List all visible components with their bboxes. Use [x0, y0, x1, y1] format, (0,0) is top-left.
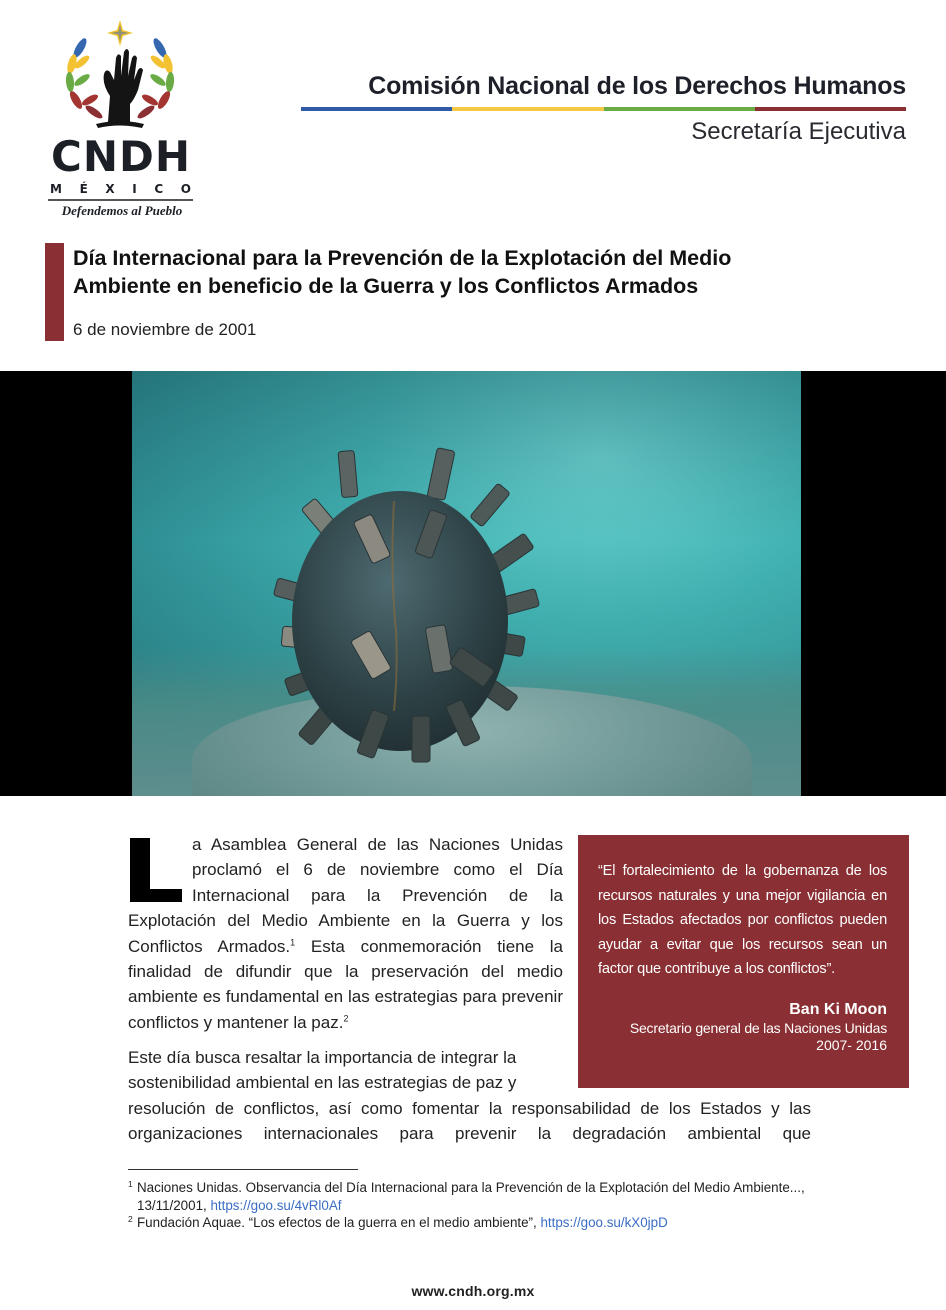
- logo-motto: Defendemos al Pueblo: [61, 203, 183, 218]
- logo-letter: C: [154, 182, 164, 196]
- footnote-divider: [128, 1169, 358, 1170]
- paragraph-line: resolución de conflictos, así como fomentar la responsabilidad de los Estados y las: [128, 1099, 811, 1118]
- title-line-2: Ambiente en beneficio de la Guerra y los Conflictos Armados: [73, 274, 699, 298]
- quote-author-role: Secretario general de las Naciones Unidas: [629, 1019, 887, 1036]
- quote-box: [578, 835, 909, 1088]
- organization-name: Comisión Nacional de los Derechos Humanos: [368, 72, 906, 100]
- dropcap-letter: [130, 838, 182, 902]
- footnote-1: [128, 1179, 818, 1214]
- logo-letter: O: [180, 182, 191, 196]
- color-bar-divider: [301, 107, 906, 111]
- footnote-text: Fundación Aquae. “Los efectos de la guerra en el medio ambiente”,: [137, 1215, 541, 1230]
- footnote-text: Naciones Unidas. Observancia del Día Internacional para la Prevención de la Explotación del Medio Ambiente..., 13/11/2001,: [137, 1180, 805, 1213]
- color-bar-blue: [301, 107, 452, 111]
- paragraph-line: organizaciones internacionales para prevenir la degradación ambiental que: [128, 1124, 811, 1144]
- logo-country: [48, 182, 193, 196]
- color-bar-green: [604, 107, 755, 111]
- logo-letter: M: [50, 182, 62, 196]
- organization-subtitle: Secretaría Ejecutiva: [691, 118, 906, 145]
- footnote-number: 2: [128, 1214, 133, 1224]
- footnote-link-1[interactable]: https://goo.su/4vRl0Af: [210, 1197, 342, 1213]
- naval-mine-photo: [132, 371, 801, 796]
- quote-author: Ban Ki Moon: [789, 1000, 887, 1018]
- naval-mine-icon: [132, 371, 801, 796]
- logo-letter: X: [105, 182, 115, 196]
- star-icon: [107, 20, 133, 46]
- intro-paragraph: [128, 832, 563, 1035]
- footnote-link-2[interactable]: https://goo.su/kX0jpD: [540, 1215, 668, 1230]
- paragraph-text: a Asamblea General de las Naciones Unidas proclamó el 6 de noviembre como el Día Internacional para la Prevención de la Explotación del Medio Ambiente en la Guerra y los Conflictos Armados.: [128, 835, 563, 956]
- color-bar-yellow: [452, 107, 603, 111]
- title-accent-bar: [45, 243, 64, 341]
- website-url[interactable]: www.cndh.org.mx: [411, 1283, 535, 1299]
- logo-wordmark: CNDH: [51, 132, 191, 181]
- page-title: [73, 244, 873, 300]
- quote-author-years: 2007- 2016: [816, 1036, 887, 1053]
- hero-image-band: [0, 371, 946, 796]
- hand-icon: [96, 49, 144, 128]
- footnote-number: 1: [128, 1179, 133, 1189]
- color-bar-red: [755, 107, 906, 111]
- second-paragraph-continuation: [128, 1096, 811, 1147]
- footnotes: [128, 1179, 818, 1232]
- document-date: 6 de noviembre de 2001: [73, 320, 257, 339]
- title-line-1: Día Internacional para la Prevención de la Explotación del Medio: [73, 246, 732, 270]
- paragraph-text: Esta conmemoración tiene la finalidad de difundir que la preservación del medio ambiente es fundamental en las estrategias para prevenir conflictos y mantener la paz.: [128, 936, 563, 1032]
- logo-letter: I: [132, 182, 137, 196]
- footnote-ref-1[interactable]: 1: [290, 936, 296, 947]
- logo-emblem-icon: [58, 18, 182, 136]
- logo-divider: [48, 199, 193, 201]
- logo-letter: É: [79, 182, 88, 196]
- quote-text: “El fortalecimiento de la gobernanza de los recursos naturales y una mejor vigilancia en los Estados afectados por conflictos pueden ayudar a evitar que los recursos sean un factor que contribuye a los conflictos”.: [598, 863, 887, 977]
- footnote-2: [128, 1214, 818, 1232]
- footnote-ref-2[interactable]: 2: [343, 1013, 349, 1024]
- cndh-logo: [40, 18, 200, 218]
- second-paragraph-start: Este día busca resaltar la importancia de integrar la sostenibilidad ambiental en las estrategias de paz y: [128, 1048, 517, 1093]
